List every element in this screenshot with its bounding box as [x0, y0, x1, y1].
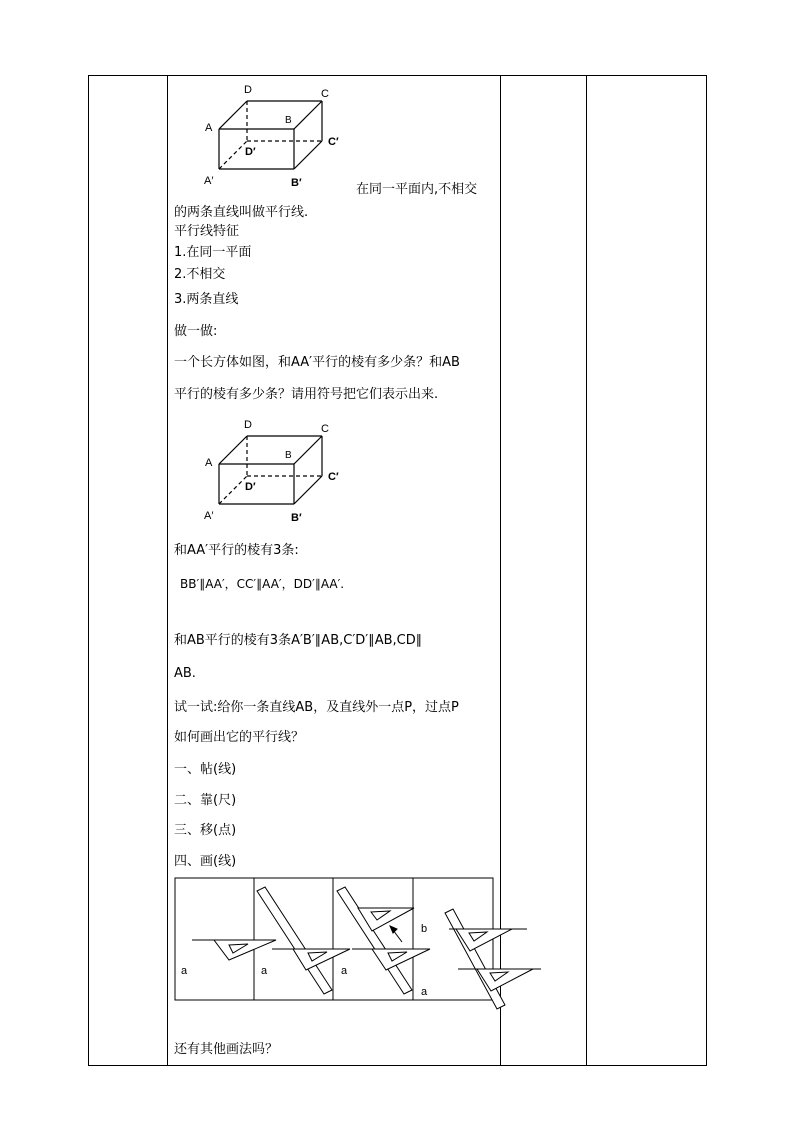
- question-line-2: 平行的棱有多少条？请用符号把它们表示出来.: [174, 387, 439, 402]
- vertex-label-C-2: C: [321, 423, 329, 435]
- vertex-label-A: A: [205, 122, 213, 134]
- feature-1: 1.在同一平面: [174, 245, 252, 260]
- step-3: 三、移(点): [174, 823, 237, 838]
- panel-3-line-label: a: [341, 965, 348, 977]
- features-title: 平行线特征: [174, 224, 240, 239]
- vertex-label-C: C: [321, 88, 329, 100]
- vertex-label-D-prime: D′: [245, 146, 256, 158]
- vertex-label-D: D: [244, 84, 252, 96]
- closing-question: 还有其他画法吗？: [174, 1042, 279, 1057]
- answer-1-line-1: 和AA′平行的棱有3条:: [174, 543, 299, 558]
- vertex-label-A-prime-2: A′: [204, 510, 214, 522]
- vertex-label-B-2: B: [285, 450, 292, 461]
- answer-2-line-2: AB.: [174, 666, 196, 681]
- activity-title: 做一做:: [174, 324, 218, 339]
- feature-2: 2.不相交: [174, 267, 226, 282]
- panel-2-line-label: a: [261, 965, 268, 977]
- vertex-label-C-prime-2: C′: [328, 471, 339, 483]
- vertex-label-A-2: A: [205, 457, 213, 469]
- vertex-label-D-2: D: [244, 419, 252, 431]
- step-2: 二、靠(尺): [174, 793, 237, 808]
- vertex-label-A-prime: A′: [204, 175, 214, 187]
- question-line-1: 一个长方体如图，和AA′平行的棱有多少条？和AB: [174, 355, 460, 370]
- trial-line-1: 试一试:给你一条直线AB，及直线外一点P，过点P: [174, 700, 459, 715]
- panel-4-line-label-a: a: [421, 986, 428, 998]
- trial-line-2: 如何画出它的平行线？: [174, 730, 305, 745]
- vertex-label-B-prime-2: B′: [291, 512, 302, 524]
- vertex-label-D-prime-2: D′: [245, 481, 256, 493]
- feature-3: 3.两条直线: [174, 292, 239, 307]
- definition-text-2: 的两条直线叫做平行线.: [174, 205, 309, 220]
- answer-2-line-1: 和AB平行的棱有3条A′B′∥AB,C′D′∥AB,CD∥: [174, 633, 423, 648]
- panel-4-line-label-b: b: [421, 923, 428, 935]
- vertex-label-B: B: [285, 115, 292, 126]
- vertex-label-C-prime: C′: [328, 136, 339, 148]
- panel-1-line-label: a: [181, 965, 188, 977]
- answer-1-line-2: BB′∥AA′，CC′∥AA′，DD′∥AA′.: [180, 577, 345, 591]
- step-1: 一、帖(线): [174, 762, 237, 777]
- step-4: 四、画(线): [174, 854, 237, 869]
- definition-text-1: 在同一平面内,不相交: [356, 182, 478, 197]
- vertex-label-B-prime: B′: [291, 177, 302, 189]
